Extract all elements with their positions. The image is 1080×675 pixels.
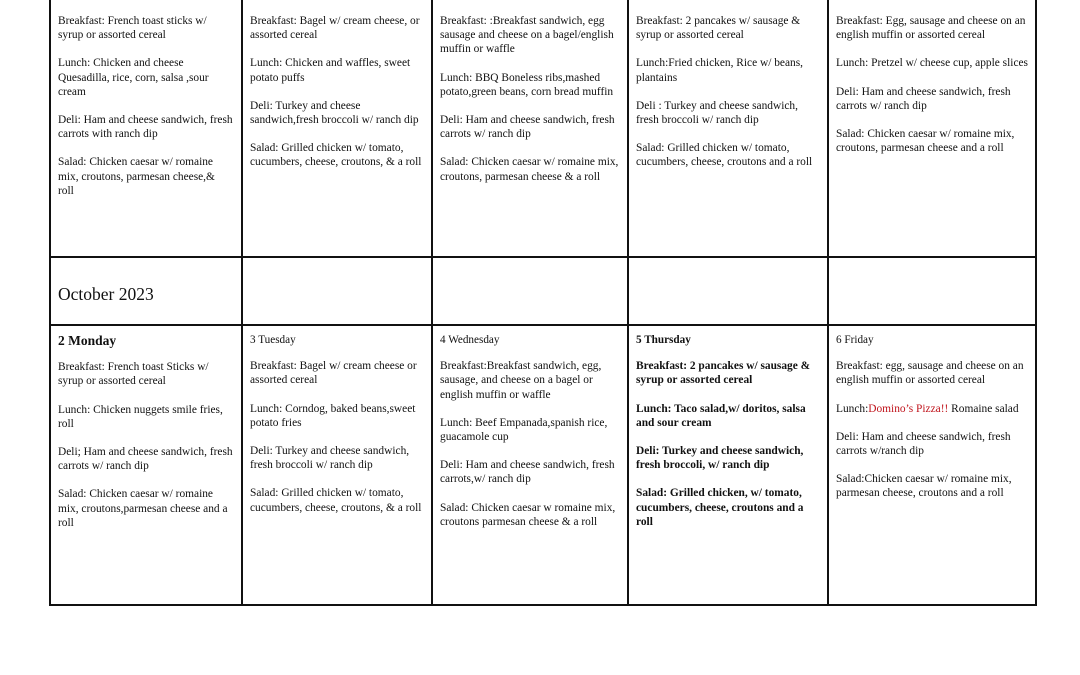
grid-line xyxy=(241,0,243,606)
salad-text: Salad: Chicken caesar w romaine mix, croutons parmesan cheese & a roll xyxy=(440,501,616,528)
lunch-text: Lunch: Pretzel w/ cheese cup, apple slices xyxy=(836,57,1028,70)
breakfast-text: Breakfast: egg, sausage and cheese on an english muffin or assorted cereal xyxy=(836,360,1024,387)
lunch-text xyxy=(836,402,1028,416)
salad-text: Salad: Chicken caesar w/ romaine mix, croutons,parmesan cheese and a roll xyxy=(58,488,228,529)
day-heading: 3 Tuesday xyxy=(250,334,296,346)
salad-text: Salad: Chicken caesar w/ romaine mix, croutons, parmesan cheese & a roll xyxy=(440,156,619,183)
menu-cell-friday xyxy=(836,333,1028,515)
menu-cell-prev-week-4 xyxy=(636,14,821,184)
deli-text: Deli : Turkey and cheese sandwich, fresh broccoli w/ ranch dip xyxy=(636,99,798,127)
deli-text: Deli: Turkey and cheese sandwich, fresh broccoli w/ ranch dip xyxy=(250,445,410,472)
menu-cell-prev-week-1 xyxy=(58,14,233,212)
grid-line xyxy=(827,0,829,606)
breakfast-text: Breakfast: Egg, sausage and cheese on an english muffin or assorted cereal xyxy=(836,15,1026,42)
salad-text: Salad:Chicken caesar w/ romaine mix, parmesan cheese, croutons and a roll xyxy=(836,473,1012,500)
deli-text: Deli; Ham and cheese sandwich, fresh carrots w/ ranch dip xyxy=(58,446,233,473)
menu-cell-prev-week-3 xyxy=(440,14,622,198)
salad-text: Salad: Chicken caesar w/ romaine mix, croutons, parmesan cheese and a roll xyxy=(836,128,1015,155)
lunch-text: Lunch: Taco salad,w/ doritos, salsa and sour cream xyxy=(636,402,806,429)
deli-text: Deli: Turkey and cheese sandwich, fresh broccoli, w/ ranch dip xyxy=(636,445,804,472)
lunch-prefix: Lunch: xyxy=(836,402,869,415)
lunch-text: Lunch:Fried chicken, Rice w/ beans, plantains xyxy=(636,57,804,84)
menu-cell-tuesday xyxy=(250,333,426,529)
breakfast-text: Breakfast: :Breakfast sandwich, egg sausage and cheese on a bagel/english muffin or waffle xyxy=(440,15,614,56)
salad-text: Salad: Grilled chicken w/ tomato, cucumbers, cheese, croutons and a roll xyxy=(636,142,813,169)
lunch-text: Lunch: Beef Empanada,spanish rice, guacamole cup xyxy=(440,416,608,444)
breakfast-text: Breakfast: 2 pancakes w/ sausage & syrup or assorted cereal xyxy=(636,360,811,387)
grid-line xyxy=(49,0,51,606)
deli-text: Deli: Ham and cheese sandwich, fresh carrots w/ ranch dip xyxy=(440,114,615,141)
salad-text: Salad: Grilled chicken, w/ tomato, cucumbers, cheese, croutons and a roll xyxy=(636,487,804,528)
day-heading: 4 Wednesday xyxy=(440,334,500,346)
menu-cell-monday xyxy=(58,334,234,544)
breakfast-text: Breakfast: French toast sticks w/ syrup or assorted cereal xyxy=(58,15,207,42)
breakfast-text: Breakfast: French toast Sticks w/ syrup or assorted cereal xyxy=(58,361,209,388)
lunch-text: Lunch: Chicken and waffles, sweet potato puffs xyxy=(250,57,411,84)
menu-cell-thursday xyxy=(636,333,822,543)
deli-text: Deli: Ham and cheese sandwich, fresh carrots,w/ ranch dip xyxy=(440,459,615,486)
grid-line xyxy=(49,324,1037,326)
deli-text: Deli: Turkey and cheese sandwich,fresh broccoli w/ ranch dip xyxy=(250,99,419,127)
lunch-text: Lunch: Corndog, baked beans,sweet potato fries xyxy=(250,402,416,429)
grid-line xyxy=(49,256,1037,258)
lunch-text: Lunch: Chicken and cheese Quesadilla, rice, corn, salsa ,sour cream xyxy=(58,57,209,98)
grid-line xyxy=(49,604,1037,606)
day-heading: 5 Thursday xyxy=(636,334,691,346)
day-heading: 6 Friday xyxy=(836,334,874,346)
salad-text: Salad: Chicken caesar w/ romaine mix, croutons, parmesan cheese,& roll xyxy=(58,156,215,197)
breakfast-text: Breakfast:Breakfast sandwich, egg, sausage, and cheese on a bagel or english muffin or waffle xyxy=(440,360,602,401)
salad-text: Salad: Grilled chicken w/ tomato, cucumbers, cheese, croutons, & a roll xyxy=(250,487,422,514)
breakfast-text: Breakfast: Bagel w/ cream cheese, or assorted cereal xyxy=(250,15,420,42)
deli-text: Deli: Ham and cheese sandwich, fresh carrots w/ ranch dip xyxy=(836,85,1011,112)
salad-text: Salad: Grilled chicken w/ tomato, cucumbers, cheese, croutons, & a roll xyxy=(250,142,422,169)
deli-text: Deli: Ham and cheese sandwich, fresh carrots with ranch dip xyxy=(58,114,233,141)
breakfast-text: Breakfast: Bagel w/ cream cheese or assorted cereal xyxy=(250,360,417,387)
lunch-suffix: Romaine salad xyxy=(948,402,1019,415)
deli-text: Deli: Ham and cheese sandwich, fresh carrots w/ranch dip xyxy=(836,430,1011,458)
menu-cell-wednesday xyxy=(440,333,622,543)
lunch-highlight: Domino’s Pizza!! xyxy=(868,402,949,415)
menu-cell-prev-week-2 xyxy=(250,14,426,184)
breakfast-text: Breakfast: 2 pancakes w/ sausage & syrup or assorted cereal xyxy=(636,15,801,42)
lunch-text: Lunch: BBQ Boneless ribs,mashed potato,green beans, corn bread muffin xyxy=(440,71,614,98)
lunch-text: Lunch: Chicken nuggets smile fries, roll xyxy=(58,403,223,430)
grid-line xyxy=(431,0,433,606)
month-title: October 2023 xyxy=(58,284,154,304)
menu-cell-prev-week-5 xyxy=(836,14,1028,169)
day-heading: 2 Monday xyxy=(58,333,117,348)
grid-line xyxy=(1035,0,1037,606)
grid-line xyxy=(627,0,629,606)
